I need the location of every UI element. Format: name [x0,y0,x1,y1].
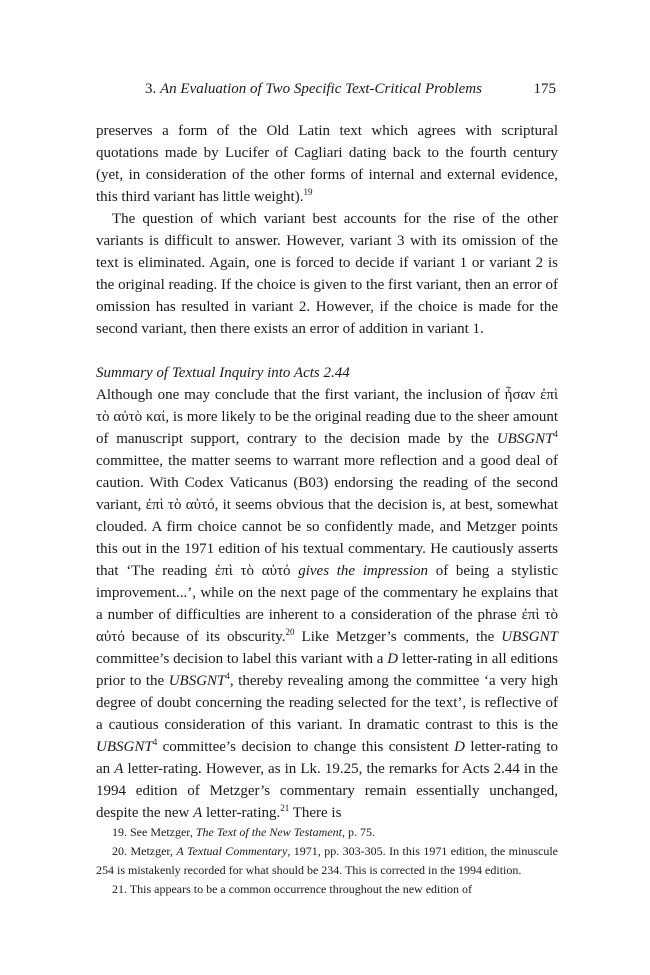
footnotes [96,823,558,899]
running-title-italic: An Evaluation of Two Specific Text-Critical Problems [160,81,482,97]
footnote-20: 20. Metzger, A Textual Commentary, 1971, pp. 303-305. In this 1971 edition, the minuscule 254 is mistakenly recorded for what should be 234. This is corrected in the 1994 edition. [96,844,559,877]
section-heading: Summary of Textual Inquiry into Acts 2.44 [96,365,350,381]
footnote-19: 19. See Metzger, The Text of the New Testament, p. 75. [112,825,375,839]
footnote-ref-19: 19 [303,187,313,197]
page-number: 175 [533,81,556,97]
footnote-21: 21. This appears to be a common occurrence throughout the new edition of [112,882,473,896]
body-text [96,120,558,824]
paragraph-2: The question of which variant best accounts for the rise of the other variants is difficult to answer. However, variant 3 with its omission of the text is eliminated. Again, one is forced to decide if variant 1 or variant 2 is the original reading. If the choice is given to the first variant, then an error of omission has resulted in variant 2. However, if the choice is made for the second variant, then there exists an error of addition in variant 1. [96,211,558,337]
paragraph-1: preserves a form of the Old Latin text which agrees with scriptural quotations made by Lucifer of Cagliari dating back to the fourth century (yet, in consideration of the other forms of internal and external evidence, this third variant has little weight).$^{19}$ [96,123,558,205]
running-title: 3. An Evaluation of Two Specific Text-Critical Problems [145,81,482,97]
paragraph-3: Although one may conclude that the first variant, the inclusion of ἦσαν ἐπὶ τὸ αὐτὸ καί, is more likely to be the original reading due to the sheer amount of manuscript support, contrary to the decision made by the UBSGNT$^4$ committee, the matter seems to warrant more reflection and a good deal of caution. With Codex Vaticanus (B03) endorsing the reading of the second variant, ἐπὶ τὸ αὐτό, it seems obvious that the decision is, at best, somewhat clouded. A firm choice cannot be so confidently made, and Metzger points this out in the 1971 edition of his textual commentary. He cautiously asserts that ‘The reading ἐπὶ τὸ αὐτό gives the impression of being a stylistic improvement...’, while on the next page of the commentary he explains that a number of difficulties are inherent to a consideration of the phrase ἐπὶ τὸ αὐτό because of its obscurity.$^{20}$ Like Metzger’s comments, the UBSGNT committee’s decision to label this variant with a D letter-rating in all editions prior to the UBSGNT$^4$, thereby revealing among the committee ‘a very high degree of doubt concerning the reading selected for the text’, is reflective of a cautious consideration of this variant. In dramatic contrast to this is the UBSGNT$^4$ committee’s decision to change this consistent D letter-rating to an A letter-rating. However, as in Lk. 19.25, the remarks for Acts 2.44 in the 1994 edition of Metzger’s commentary remain essentially unchanged, despite the new A letter-rating.$^{21}$ There is [96,387,559,821]
footnote-ref-20: 20 [285,627,295,637]
ubsgnt-abbrev: UBSGNT [496,431,554,447]
footnote-ref-21: 21 [280,803,290,813]
